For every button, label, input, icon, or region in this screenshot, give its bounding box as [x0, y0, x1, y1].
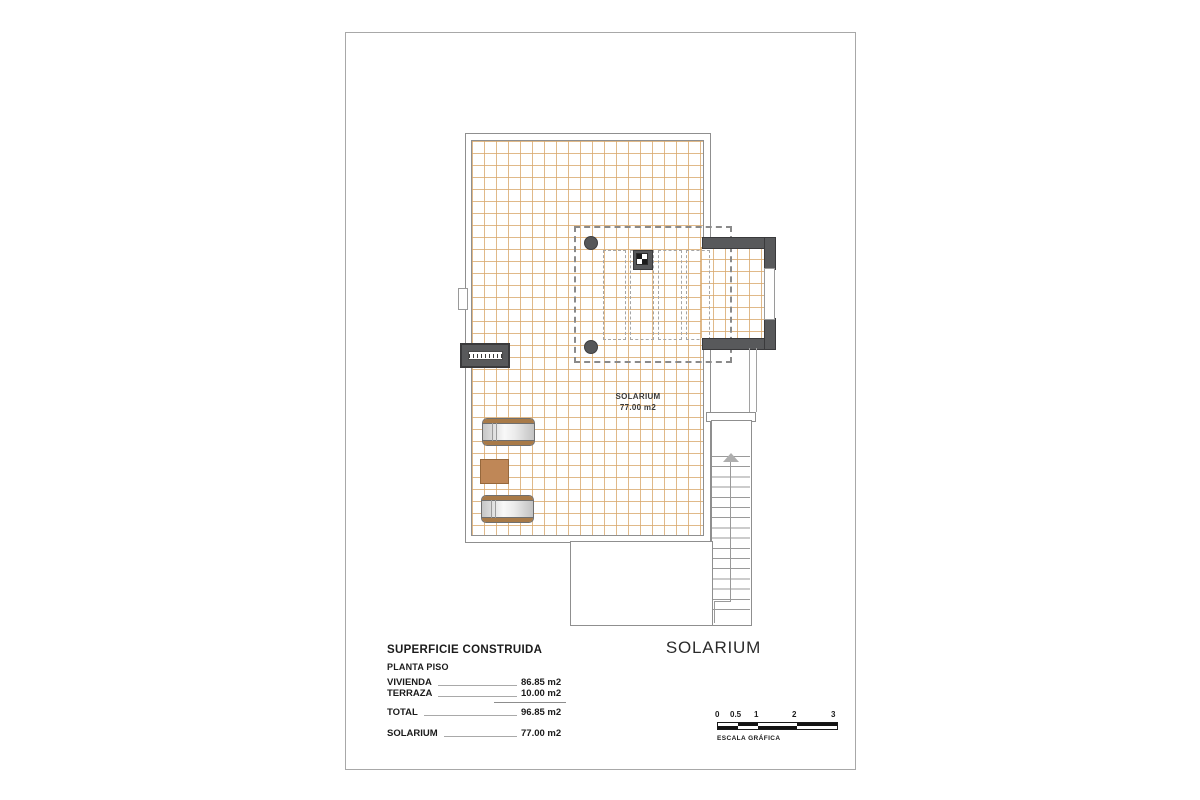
- lower-roof-outline: [570, 541, 713, 626]
- leader-line: [438, 688, 517, 697]
- stair-direction-arrow-icon: [723, 453, 739, 462]
- summary-subtitle: PLANTA PISO: [387, 662, 449, 672]
- stair-handrail: [714, 601, 731, 602]
- lounger-frame-edge: [482, 496, 533, 501]
- scale-tick-label: 3: [831, 710, 836, 719]
- wall-connector-lines: [749, 348, 757, 412]
- summary-total-separator: [494, 702, 566, 703]
- lounger-fold-line: [492, 423, 493, 441]
- stair-handrail: [714, 601, 715, 623]
- left-wall-notch: [458, 288, 468, 310]
- chimney-vent: [633, 250, 653, 270]
- summary-row-value: 96.85 m2: [521, 707, 562, 718]
- room-label-name: SOLARIUM: [615, 392, 661, 401]
- stair-steps: [712, 456, 750, 619]
- summary-row-value: 77.00 m2: [521, 728, 562, 739]
- leader-line: [438, 677, 517, 686]
- scale-bar: [717, 722, 838, 730]
- lounger-frame-edge: [483, 440, 534, 445]
- summary-row-label: SOLARIUM: [387, 728, 438, 739]
- lounger-fold-line: [495, 500, 496, 518]
- summary-row-total: [387, 707, 565, 718]
- room-label-area: 77.00 m2: [619, 403, 657, 412]
- side-table: [480, 459, 509, 484]
- plan-title: SOLARIUM: [665, 638, 762, 657]
- ac-unit: [460, 343, 510, 368]
- summary-row-solarium: [387, 728, 565, 739]
- pergola-beam-outline: [658, 250, 682, 340]
- balcony-opening: [764, 268, 775, 320]
- balcony-wall-right-lower: [764, 318, 776, 350]
- scale-segment: [797, 723, 837, 729]
- scale-segment: [718, 723, 738, 729]
- scale-caption: ESCALA GRÁFICA: [717, 735, 781, 742]
- scale-segment: [758, 723, 797, 729]
- scale-tick-label: 2: [792, 710, 797, 719]
- balcony-wall-right-upper: [764, 237, 776, 270]
- summary-row-value: 10.00 m2: [521, 688, 562, 699]
- ac-unit-vents: [468, 351, 503, 360]
- summary-row-label: VIVIENDA: [387, 677, 432, 688]
- leader-line: [444, 728, 517, 737]
- summary-title: SUPERFICIE CONSTRUIDA: [387, 644, 543, 656]
- lounger-fold-line: [496, 423, 497, 441]
- summary-row-label: TOTAL: [387, 707, 418, 718]
- scale-segment: [738, 723, 758, 729]
- stair-handrail: [730, 456, 731, 601]
- pergola-beam-outline: [686, 250, 710, 340]
- lounger-frame-edge: [483, 419, 534, 424]
- column-circle: [584, 340, 598, 354]
- scale-tick-label: 1: [754, 710, 759, 719]
- lounger-frame-edge: [482, 517, 533, 522]
- sun-lounger: [482, 418, 535, 446]
- scale-tick-label: 0.5: [730, 710, 742, 719]
- sun-lounger: [481, 495, 534, 523]
- lounger-fold-line: [491, 500, 492, 518]
- summary-row-terraza: [387, 688, 565, 699]
- pergola-beam-outline: [603, 250, 626, 340]
- summary-row-label: TERRAZA: [387, 688, 433, 699]
- room-label: [593, 391, 683, 413]
- column-circle: [584, 236, 598, 250]
- drawing-sheet: [345, 32, 856, 770]
- leader-line: [424, 707, 517, 716]
- graphic-scale: [717, 710, 837, 742]
- scale-tick-label: 0: [715, 710, 720, 719]
- summary-row-vivienda: [387, 677, 565, 688]
- chimney-checker-icon: [637, 254, 647, 264]
- summary-row-value: 86.85 m2: [521, 677, 562, 688]
